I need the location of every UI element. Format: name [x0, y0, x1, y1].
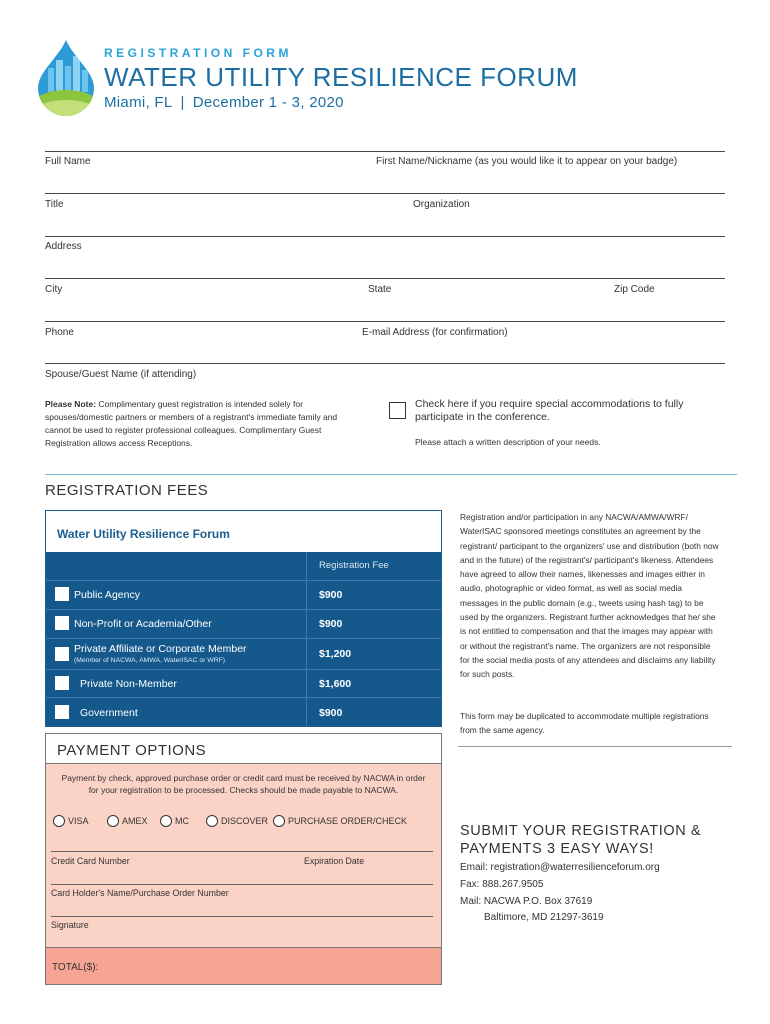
fee-row [46, 609, 441, 638]
fee-amount: $1,200 [319, 648, 352, 660]
event-dates: December 1 - 3, 2020 [192, 94, 344, 111]
event-subline [104, 94, 344, 111]
section-divider [458, 746, 732, 747]
payment-box [45, 733, 442, 985]
fee-label: Government [80, 707, 138, 719]
radio-label: AMEX [122, 816, 148, 826]
form-kicker: REGISTRATION FORM [104, 46, 292, 60]
duplicate-note: This form may be duplicated to accommodate multiple registrations from the same agency. [460, 711, 709, 735]
total-field[interactable]: TOTAL($): [52, 962, 99, 973]
fee-amount: $900 [319, 618, 343, 630]
title-field[interactable]: Title [45, 199, 64, 210]
guest-note [45, 398, 365, 450]
note-text: Complimentary guest registration is intended solely for spouses/domestic partners or members of a registrant's immediate family and cannot be used to register professional colleagues. Complimentary Guest Registration allows access Receptions. [45, 399, 338, 448]
water-drop-city-logo [36, 38, 96, 116]
signature-field[interactable]: Signature [51, 920, 89, 930]
expiration-field[interactable]: Expiration Date [304, 856, 365, 866]
field-rule [45, 321, 725, 322]
card-holder-field[interactable]: Card Holder's Name/Purchase Order Number [51, 888, 229, 898]
fee-column-header: Registration Fee [319, 560, 389, 571]
fee-sublabel: (Member of NACWA, AMWA, WaterISAC or WRF) [74, 657, 226, 664]
fee-amount: $1,600 [319, 678, 352, 690]
fee-checkbox[interactable] [55, 587, 69, 601]
city-field[interactable]: City [45, 284, 63, 295]
field-rule [45, 236, 725, 237]
nickname-field[interactable]: First Name/Nickname (as you would like it to appear on your badge) [376, 156, 678, 167]
accommodations-sub: Please attach a written description of your needs. [415, 437, 601, 447]
payment-method-options [51, 814, 441, 828]
fee-row [46, 580, 441, 609]
accommodations-label: Check here if you require special accommodations to fully participate in the conference. [415, 398, 684, 423]
field-rule [45, 278, 725, 279]
zip-field[interactable]: Zip Code [614, 284, 655, 295]
field-rule [45, 151, 725, 152]
payment-header [46, 734, 441, 764]
note-heading: Please Note: [45, 399, 97, 409]
fee-amount: $900 [319, 589, 343, 601]
phone-field[interactable]: Phone [45, 327, 74, 338]
accommodations-checkbox[interactable] [389, 402, 406, 419]
submit-mail-city: Baltimore, MD 21297-3619 [484, 912, 604, 923]
fee-label: Non-Profit or Academia/Other [74, 618, 212, 630]
separator: | [180, 94, 185, 111]
full-name-field[interactable]: Full Name [45, 156, 91, 167]
radio-icon [107, 815, 119, 827]
event-title: WATER UTILITY RESILIENCE FORUM [104, 62, 578, 92]
radio-label: PURCHASE ORDER/CHECK [288, 816, 408, 826]
field-rule [51, 916, 433, 917]
radio-label: MC [175, 816, 189, 826]
state-field[interactable]: State [368, 284, 392, 295]
field-rule [45, 363, 725, 364]
payment-note [46, 772, 441, 796]
total-bar [46, 947, 441, 984]
fee-checkbox[interactable] [55, 705, 69, 719]
email-field[interactable]: E-mail Address (for confirmation) [362, 327, 508, 338]
payment-note-line: for your registration to be processed. Checks should be made payable to NACWA. [88, 785, 399, 795]
submit-title-line: SUBMIT YOUR REGISTRATION & [460, 823, 702, 839]
fee-row [46, 669, 441, 697]
radio-icon [160, 815, 172, 827]
submit-mail: Mail: NACWA P.O. Box 37619 [460, 896, 593, 907]
payment-radio-visa[interactable] [53, 814, 89, 828]
fee-checkbox[interactable] [55, 616, 69, 630]
address-field[interactable]: Address [45, 241, 82, 252]
fee-amount: $900 [319, 707, 343, 719]
payment-radio-purchase-order[interactable] [273, 814, 407, 828]
submit-fax: Fax: 888.267.9505 [460, 879, 544, 890]
radio-label: VISA [68, 816, 89, 826]
fees-section-title: REGISTRATION FEES [45, 482, 209, 499]
payment-note-line: Payment by check, approved purchase order or credit card must be received by NACWA in order [61, 773, 426, 783]
fee-checkbox[interactable] [55, 676, 69, 690]
submit-title-line: PAYMENTS 3 EASY WAYS! [460, 841, 654, 857]
payment-radio-mc[interactable] [160, 814, 189, 828]
spouse-guest-field[interactable]: Spouse/Guest Name (if attending) [45, 369, 197, 380]
section-divider [45, 474, 737, 475]
field-rule [51, 884, 433, 885]
field-rule [45, 193, 725, 194]
fee-label: Private Affiliate or Corporate Member [74, 643, 247, 655]
event-location: Miami, FL [104, 94, 173, 111]
fees-box [45, 510, 442, 727]
payment-radio-amex[interactable] [107, 814, 148, 828]
fee-checkbox[interactable] [55, 647, 69, 661]
payment-title: PAYMENT OPTIONS [57, 742, 207, 759]
card-number-field[interactable]: Credit Card Number [51, 856, 130, 866]
radio-icon [53, 815, 65, 827]
radio-label: DISCOVER [221, 816, 269, 826]
organization-field[interactable]: Organization [413, 199, 470, 210]
radio-icon [273, 815, 285, 827]
fee-row [46, 697, 441, 726]
submit-title [460, 822, 730, 858]
field-rule [51, 851, 433, 852]
fee-label: Public Agency [74, 589, 140, 601]
fees-box-title: Water Utility Resilience Forum [57, 527, 230, 541]
radio-icon [206, 815, 218, 827]
fee-row [46, 638, 441, 669]
legal-notice: Registration and/or participation in any NACWA/AMWA/WRF/ WaterISAC sponsored meetings constitutes an agreement by the registrant/ participant to the organizers' use and distribution (both now and in the future) of the registrant's/ participant's likeness. Attendees have agreed to allow their names, likenesses and images either in audio, photographic or video format, as well as social media messages in the public domain (e.g., tweets using hash tag) to be used by the organizers. Registrant further acknowledges that he/ she is not entitled to compensation and that the images may appear with or without the registrant's name. The organizers are not responsible for the social media posts of any attendees and disclaims any liability for such posts. [460, 512, 719, 680]
fee-label: Private Non-Member [80, 678, 177, 690]
fees-table [46, 552, 441, 726]
submit-email: Email: registration@waterresilienceforum.org [460, 862, 660, 873]
payment-radio-discover[interactable] [206, 814, 268, 828]
